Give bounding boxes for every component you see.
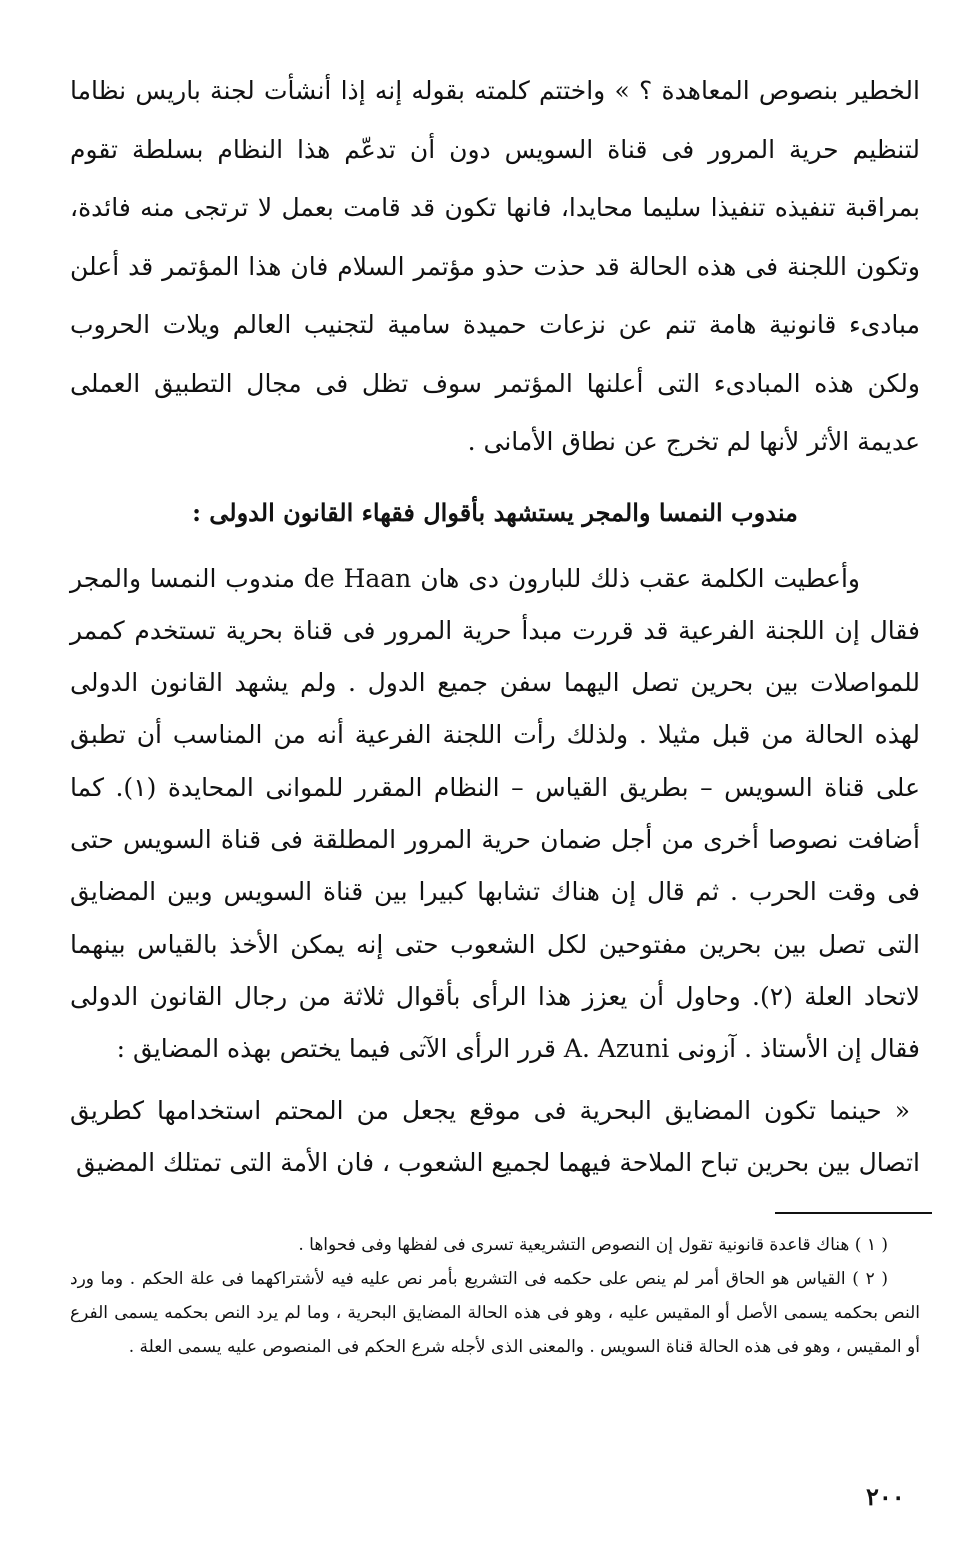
section-heading: مندوب النمسا والمجر يستشهد بأقوال فقهاء القانون الدولى :	[192, 497, 798, 527]
footnote-divider	[775, 1212, 932, 1214]
footnote-1: ( ١ ) هناك قاعدة قانونية تقول إن النصوص التشريعية تسرى فى لفظها وفى فحواها .	[298, 1235, 888, 1255]
footnote-2: ( ٢ ) القياس هو الحاق أمر لم ينص على حكمه فى التشريع بأمر نص عليه فيه لأشتراكهما فى علة الحكم . وما ورد النص بحكمه يسمى الأصل أو المقيس عليه ، وهو فى هذه الحالة المضايق البحرية ، وما لم يرد النص بحكمه يسمى الفرع أو المقيس ، وهو فى هذه الحالة قناة السويس . والمعنى الذى لأجله شرع الحكم فى المنصوص عليه يسمى العلة .	[70, 1269, 920, 1357]
footnotes	[70, 1228, 920, 1364]
paragraph-3-quote: « حينما تكون المضايق البحرية فى موقع يجعل من المحتم استخدامها كطريق اتصال بين بحرين تباح الملاحة فيهما لجميع الشعوب ، فان الأمة التى تمتلك المضيق	[70, 1096, 920, 1178]
paragraph-1: الخطير بنصوص المعاهدة ؟ » واختتم كلمته بقوله إنه إذا أنشأت لجنة باريس نظاما لتنظيم حرية المرور فى قناة السويس دون أن تدعّم هذا النظام بسلطة تقوم بمراقبة تنفيذه تنفيذا سليما محايدا، فانها تكون قد قامت بعمل لا ترتجى منه فائدة، وتكون اللجنة فى هذه الحالة قد حذت حذو مؤتمر السلام فان هذا المؤتمر قد أعلن مبادىء قانونية هامة تنم عن نزعات حميدة سامية لتجنيب العالم ويلات الحروب ولكن هذه المبادىء التى أعلنها المؤتمر سوف تظل فى مجال التطبيق العملى عديمة الأثر لأنها لم تخرج عن نطاق الأمانى .	[70, 76, 920, 456]
paragraph-2: وأعطيت الكلمة عقب ذلك للبارون دى هان de Haan مندوب النمسا والمجر فقال إن اللجنة الفرعية قد قررت مبدأ حرية المرور فى قناة بحرية تستخدم كممر للمواصلات بين بحرين تصل اليهما سفن جميع الدول . ولم يشهد القانون الدولى لهذه الحالة من قبل مثيلا . ولذلك رأت اللجنة الفرعية أنه من المناسب أن تطبق على قناة السويس – بطريق القياس – النظام المقرر للموانى المحايدة (١). كما أضافت نصوصا أخرى من أجل ضمان حرية المرور المطلقة فى قناة السويس حتى فى وقت الحرب . ثم قال إن هناك تشابها كبيرا بين قناة السويس وبين المضايق التى تصل بين بحرين مفتوحين لكل الشعوب حتى إنه يمكن الأخذ بالقياس بينهما لاتحاد العلة (٢). وحاول أن يعزز هذا الرأى بأقوال ثلاثة من رجال القانون الدولى فقال إن الأستاذ . آزونى A. Azuni قرر الرأى الآتى فيما يختص بهذه المضايق :	[70, 563, 921, 1064]
page-number: ٢٠٠	[866, 1482, 905, 1511]
